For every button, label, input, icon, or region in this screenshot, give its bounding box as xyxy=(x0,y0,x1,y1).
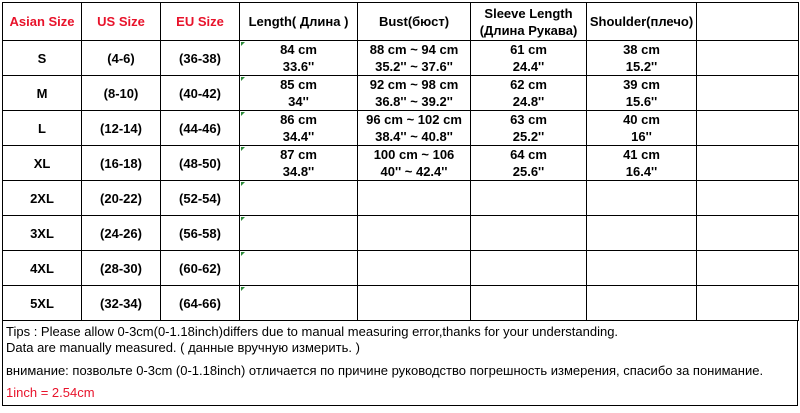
value-inch: 40'' ~ 42.4'' xyxy=(380,164,448,179)
size-cell-us: (16-18) xyxy=(82,146,161,181)
table-row xyxy=(3,216,799,251)
measure-cell-length xyxy=(240,286,358,321)
size-cell-asian: M xyxy=(3,76,82,111)
size-cell-eu: (48-50) xyxy=(161,146,240,181)
value-cm: 86 cm xyxy=(280,112,317,127)
header-eu-size: EU Size xyxy=(161,3,240,41)
measure-cell-sleeve xyxy=(471,111,587,146)
empty-cell xyxy=(697,76,799,111)
measure-cell-sleeve xyxy=(471,76,587,111)
value-cm: 100 cm ~ 106 xyxy=(373,147,455,162)
value-cm: 84 cm xyxy=(280,42,317,57)
value-cm: 92 cm ~ 98 cm xyxy=(369,77,459,92)
measure-cell-length xyxy=(240,41,358,76)
size-cell-eu: (44-46) xyxy=(161,111,240,146)
size-cell-asian: XL xyxy=(3,146,82,181)
size-cell-eu: (56-58) xyxy=(161,216,240,251)
value-inch: 16.4'' xyxy=(625,164,658,179)
conversion-note: 1inch = 2.54cm xyxy=(6,385,95,400)
value-cm: 87 cm xyxy=(280,147,317,162)
size-cell-us: (12-14) xyxy=(82,111,161,146)
value-cm: 41 cm xyxy=(623,147,660,162)
value-cm: 88 cm ~ 94 cm xyxy=(369,42,459,57)
value-cm: 62 cm xyxy=(510,77,547,92)
measure-cell-bust xyxy=(358,286,471,321)
measure-cell-sleeve xyxy=(471,146,587,181)
size-cell-eu: (60-62) xyxy=(161,251,240,286)
value-inch: 35.2'' ~ 37.6'' xyxy=(375,59,453,74)
size-cell-us: (32-34) xyxy=(82,286,161,321)
table-row xyxy=(3,286,799,321)
measure-cell-sleeve xyxy=(471,216,587,251)
measure-cell-length xyxy=(240,146,358,181)
size-cell-us: (20-22) xyxy=(82,181,161,216)
table-row xyxy=(3,111,799,146)
size-chart xyxy=(2,2,798,411)
header-sleeve-line2: (Длина Рукава) xyxy=(479,22,578,38)
measure-cell-length xyxy=(240,251,358,286)
value-inch: 16'' xyxy=(631,129,652,144)
value-cm: 61 cm xyxy=(510,42,547,57)
measure-cell-shoulder xyxy=(587,286,697,321)
value-inch: 15.6'' xyxy=(625,94,658,109)
measure-cell-shoulder xyxy=(587,216,697,251)
size-cell-us: (28-30) xyxy=(82,251,161,286)
measure-cell-shoulder xyxy=(587,41,697,76)
size-cell-eu: (64-66) xyxy=(161,286,240,321)
manual-note: Data are manually measured. ( данные вручную измерить. ) xyxy=(6,340,360,355)
size-cell-asian: L xyxy=(3,111,82,146)
size-rows xyxy=(3,41,799,321)
measure-cell-bust xyxy=(358,216,471,251)
measure-cell-shoulder xyxy=(587,251,697,286)
header-length: Length( Длина ) xyxy=(240,3,358,41)
value-inch: 34.4'' xyxy=(282,129,315,144)
table-row xyxy=(3,76,799,111)
size-cell-asian: S xyxy=(3,41,82,76)
table-row xyxy=(3,181,799,216)
notes-section xyxy=(2,321,798,406)
measure-cell-bust xyxy=(358,146,471,181)
measure-cell-sleeve xyxy=(471,251,587,286)
size-cell-us: (4-6) xyxy=(82,41,161,76)
measure-cell-bust xyxy=(358,41,471,76)
size-cell-us: (24-26) xyxy=(82,216,161,251)
empty-cell xyxy=(697,181,799,216)
size-cell-asian: 5XL xyxy=(3,286,82,321)
measure-cell-shoulder xyxy=(587,181,697,216)
measure-cell-sleeve xyxy=(471,41,587,76)
header-empty xyxy=(697,3,799,41)
value-inch: 36.8'' ~ 39.2'' xyxy=(375,94,453,109)
size-cell-eu: (40-42) xyxy=(161,76,240,111)
tips-note: Tips : Please allow 0-3cm(0-1.18inch)differs due to manual measuring error,thanks for your understanding. xyxy=(6,324,619,339)
value-inch: 24.4'' xyxy=(512,59,545,74)
value-inch: 25.2'' xyxy=(512,129,545,144)
value-inch: 38.4'' ~ 40.8'' xyxy=(375,129,453,144)
table-row xyxy=(3,146,799,181)
value-inch: 24.8'' xyxy=(512,94,545,109)
size-cell-eu: (36-38) xyxy=(161,41,240,76)
empty-cell xyxy=(697,41,799,76)
empty-cell xyxy=(697,216,799,251)
table-row xyxy=(3,251,799,286)
header-asian-size: Asian Size xyxy=(3,3,82,41)
value-cm: 38 cm xyxy=(623,42,660,57)
measure-cell-bust xyxy=(358,76,471,111)
measure-cell-length xyxy=(240,181,358,216)
value-inch: 15.2'' xyxy=(625,59,658,74)
header-sleeve-line1: Sleeve Length xyxy=(484,5,573,21)
measure-cell-shoulder xyxy=(587,76,697,111)
empty-cell xyxy=(697,286,799,321)
value-inch: 33.6'' xyxy=(282,59,315,74)
value-inch: 34'' xyxy=(288,94,309,109)
size-cell-eu: (52-54) xyxy=(161,181,240,216)
header-row xyxy=(3,3,799,41)
value-cm: 85 cm xyxy=(280,77,317,92)
empty-cell xyxy=(697,251,799,286)
size-table xyxy=(2,2,799,321)
measure-cell-shoulder xyxy=(587,146,697,181)
measure-cell-bust xyxy=(358,251,471,286)
measure-cell-sleeve xyxy=(471,181,587,216)
size-cell-asian: 3XL xyxy=(3,216,82,251)
value-cm: 40 cm xyxy=(623,112,660,127)
warning-note: внимание: позвольте 0-3cm (0-1.18inch) отличается по причине руководство погрешность измерения, спасибо за понимание. xyxy=(6,363,764,378)
value-cm: 63 cm xyxy=(510,112,547,127)
value-cm: 64 cm xyxy=(510,147,547,162)
measure-cell-bust xyxy=(358,181,471,216)
size-cell-asian: 2XL xyxy=(3,181,82,216)
empty-cell xyxy=(697,111,799,146)
header-shoulder: Shoulder(плечо) xyxy=(587,3,697,41)
measure-cell-length xyxy=(240,216,358,251)
empty-cell xyxy=(697,146,799,181)
value-inch: 34.8'' xyxy=(282,164,315,179)
size-cell-asian: 4XL xyxy=(3,251,82,286)
measure-cell-sleeve xyxy=(471,286,587,321)
value-inch: 25.6'' xyxy=(512,164,545,179)
size-cell-us: (8-10) xyxy=(82,76,161,111)
measure-cell-bust xyxy=(358,111,471,146)
header-us-size: US Size xyxy=(82,3,161,41)
value-cm: 96 cm ~ 102 cm xyxy=(366,112,462,127)
measure-cell-length xyxy=(240,111,358,146)
measure-cell-shoulder xyxy=(587,111,697,146)
header-bust: Bust(бюст) xyxy=(358,3,471,41)
value-cm: 39 cm xyxy=(623,77,660,92)
table-row xyxy=(3,41,799,76)
header-sleeve-length xyxy=(471,3,587,41)
measure-cell-length xyxy=(240,76,358,111)
